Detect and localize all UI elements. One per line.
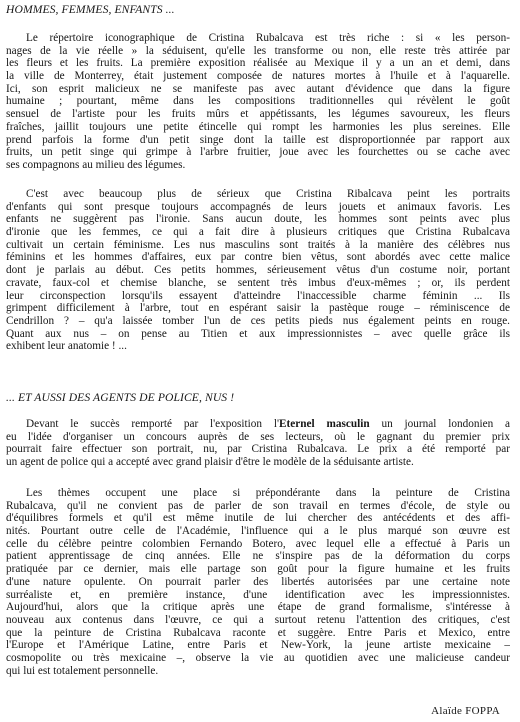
text-line: grimpent difficilement à l'arbre, tout en espérant saisir la pastèque rouge – réminiscence de <box>6 302 510 315</box>
text-line: nages de la vie réelle » la séduisent, qu'elle les transforme ou non, elle reste très attirée par <box>6 44 510 57</box>
text-line: Aujourd'hui, alors que la critique après une étape de grand formalisme, s'intéresse à <box>6 601 510 614</box>
paragraph-themes <box>6 487 510 677</box>
paragraph-portraits-enfants <box>6 188 510 353</box>
text-line: Rubalcava, qu'il ne convient pas de parler de son travail en termes d'école, de style ou <box>6 499 510 512</box>
text-line: cosmopolite ou très mexicaine –, observe la vie au quotidien avec une malicieuse candeur <box>6 651 510 664</box>
text-line: les fleurs et les fruits. La première exposition réalisée au Mexique il y a un an et demi, dans <box>6 57 510 70</box>
text-line: ses compagnons au milieu des légumes. <box>6 158 186 171</box>
text-line: cultivait un certain féminisme. Les nus masculins sont traités à la manière des célèbres nus <box>6 238 510 251</box>
section-heading-agents-de-police: ... ET AUSSI DES AGENTS DE POLICE, NUS ! <box>6 391 235 404</box>
text-line: fruits, un petit singe qui grimpe à l'arbre fruitier, joue avec les fourchettes ou se cache avec <box>6 146 510 159</box>
text-line: fraîches, jaillit toujours une petite étincelle qui rompt les harmonies les plus sereines. Elle <box>6 120 510 133</box>
text-line: la ville de Monterrey, était justement composée de natures mortes à l'huile et à l'aquarelle. <box>6 70 510 83</box>
text-line: l'Europe et l'Amérique Latine, entre Paris et New-York, la jeune artiste mexicaine – <box>6 639 510 652</box>
text-line: Le répertoire iconographique de Cristina Rubalcava est très riche : si « les person- <box>26 32 510 44</box>
text-line: d'enfants qui sont presque toujours accompagnés de leurs jouets et animaux favoris. Les <box>6 200 510 213</box>
text-line: patient apprentissage de cinq années. Elle ne s'inspire pas de la déformation du corps <box>6 550 510 563</box>
text-line: humaine ; pourtant, même dans les compositions traditionnelles qui révèlent le goût <box>6 95 510 108</box>
text-line: eu l'idée d'organiser un concours auprès de ses lecteurs, où le gagnant du premier prix <box>6 430 510 443</box>
text-line: un agent de police qui a accepté avec grand plaisir d'être le modèle de la séduisante artiste. <box>6 456 414 469</box>
text-line: Quant aux nus – on pense au Titien et aux impressionnistes – avec quelle grâce ils <box>6 327 510 340</box>
text-line: cravate, faux-col et chemise blanche, se sentent très imbus d'eux-mêmes ; or, ils perdent <box>6 276 510 289</box>
text-line: Devant le succès remporté par l'exposition l'Eternel masculin un journal londonien a <box>26 418 510 430</box>
text-line: nités. Pourtant outre celle de l'Académie, l'influence qui a le plus marqué son œuvre est <box>6 525 510 538</box>
text-line: surréaliste et, en première instance, d'une identification avec les impressionnistes. <box>6 588 510 601</box>
paragraph-repertoire <box>6 32 510 172</box>
text-line: Cendrillon ? – qu'a laissée tomber l'un de ces petits pieds nus également peints en rouge. <box>6 314 510 327</box>
text-line: d'une nature opulente. On pourrait parler des libertés autorisées par une certaine note <box>6 575 510 588</box>
text-line: C'est avec beaucoup plus de sérieux que Cristina Ribalcava peint les portraits <box>26 188 510 200</box>
text-line: leur circonspection lorsqu'ils essayent d'atteindre l'inaccessible charme féminin ... Ils <box>6 289 510 302</box>
paragraph-eternel-masculin <box>6 418 510 469</box>
text-line: dont je parlais au début. Ces petits hommes, sérieusement vêtus d'un costume noir, portant <box>6 264 510 277</box>
text-line: pratiquée par ce dernier, mais elle partage son goût pour la figure humaine et les fruits <box>6 563 510 576</box>
text-line: celle du célèbre peintre colombien Fernando Botero, avec lequel elle a effectué à Paris un <box>6 537 510 550</box>
text-line: d'équilibres formels et qu'il est même inutile de lui chercher des antécédents et des affi- <box>6 512 510 525</box>
text-line: d'ironie que les femmes, ce qui a fait dire à plusieurs critiques que Cristina Rubalcava <box>6 226 510 239</box>
text-line: que la peinture de Cristina Rubalcava raconte et suggère. Entre Paris et Mexico, entre <box>6 626 510 639</box>
text-line: nouveau aux contenus dans l'œuvre, ce qui a surtout retenu l'attention des critiques, c'est <box>6 613 510 626</box>
author-signature: Alaïde FOPPA <box>431 705 500 717</box>
text-line: Les thèmes occupent une place si prépondérante dans la peinture de Cristina <box>26 487 510 499</box>
text-line: pourrait faire effectuer son portrait, nu, par Cristina Rubalcava. Le prix a été remporté par <box>6 443 510 456</box>
text-line: qui lui est totalement personnelle. <box>6 664 159 677</box>
text-line: sensuel de l'artiste pour les fruits mûrs et appétissants, les légumes savoureux, les fleurs <box>6 108 510 121</box>
text-line: exhibent leur anatomie ! ... <box>6 340 127 353</box>
exhibition-title: Eternel masculin <box>279 418 370 430</box>
text-line: prend parfois la forme d'un petit singe dont la taille est disproportionnée par rapport aux <box>6 133 510 146</box>
text-line: Ici, son esprit malicieux ne se manifeste pas avec autant d'évidence que dans la figure <box>6 82 510 95</box>
text-line: féminins et les hommes d'affaires, eux par contre bien vêtus, sont abordés avec cette malice <box>6 251 510 264</box>
section-heading-hommes-femmes-enfants: HOMMES, FEMMES, ENFANTS ... <box>6 3 175 16</box>
text-line: enfants ne suggèrent pas l'ironie. Sans aucun doute, les hommes sont peints avec plus <box>6 213 510 226</box>
